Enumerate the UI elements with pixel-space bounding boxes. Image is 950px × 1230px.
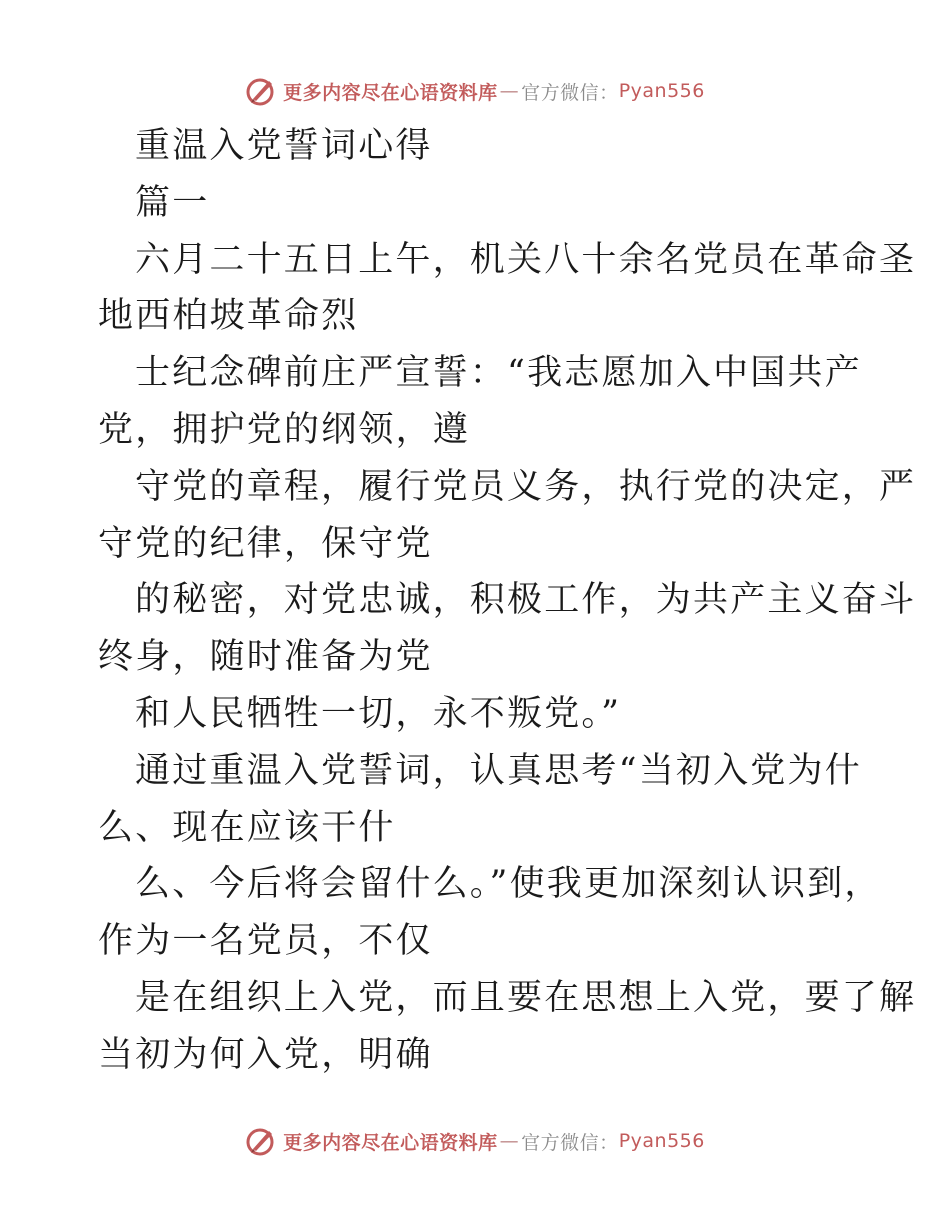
header-watermark [0,71,950,111]
text-line: 是在组织上入党，而且要在思想上入党，要了解 [135,977,917,1018]
section-heading: 篇一 [135,182,210,223]
text-line: 士纪念碑前庄严宣誓：“我志愿加入中国共产 [135,353,862,394]
text-line: 通过重温入党誓词，认真思考“当初入党为什 [135,750,862,791]
watermark-brand: 更多内容尽在心语资料库 [283,1131,498,1154]
watermark-official-label: 官方微信： [521,1131,619,1154]
footer-watermark [0,1121,950,1161]
document-title: 重温入党誓词心得 [135,126,433,166]
watermark-brand: 更多内容尽在心语资料库 [283,81,498,104]
paragraph-lines [98,232,917,1084]
text-line: 么、现在应该干什 [98,807,396,848]
text-line: 作为一名党员，不仅 [98,921,433,962]
document-body [98,118,917,1084]
text-line: 六月二十五日上午，机关八十余名党员在革命圣 [135,239,917,280]
text-line: 和人民牺牲一切，永不叛党。” [135,693,622,734]
watermark-separator: — [499,1130,520,1152]
watermark-separator: — [499,80,520,102]
text-line: 党，拥护党的纲领，遵 [98,409,471,450]
text-line: 的秘密，对党忠诚，积极工作，为共产主义奋斗 [135,580,917,621]
watermark-handle: Pyan556 [618,80,705,102]
watermark-handle: Pyan556 [618,1130,705,1152]
text-line: 守党的纪律，保守党 [98,523,433,564]
text-line: 地西柏坡革命烈 [98,296,359,337]
text-line: 么、今后将会留什么。”使我更加深刻认识到， [135,864,882,905]
text-line: 当初为何入党，明确 [98,1034,433,1075]
watermark-official-label: 官方微信： [521,81,619,104]
text-line: 守党的章程，履行党员义务，执行党的决定，严 [135,466,917,507]
quill-pen-circle-icon [245,75,277,107]
quill-pen-circle-icon [245,1125,277,1157]
text-line: 终身，随时准备为党 [98,637,433,678]
